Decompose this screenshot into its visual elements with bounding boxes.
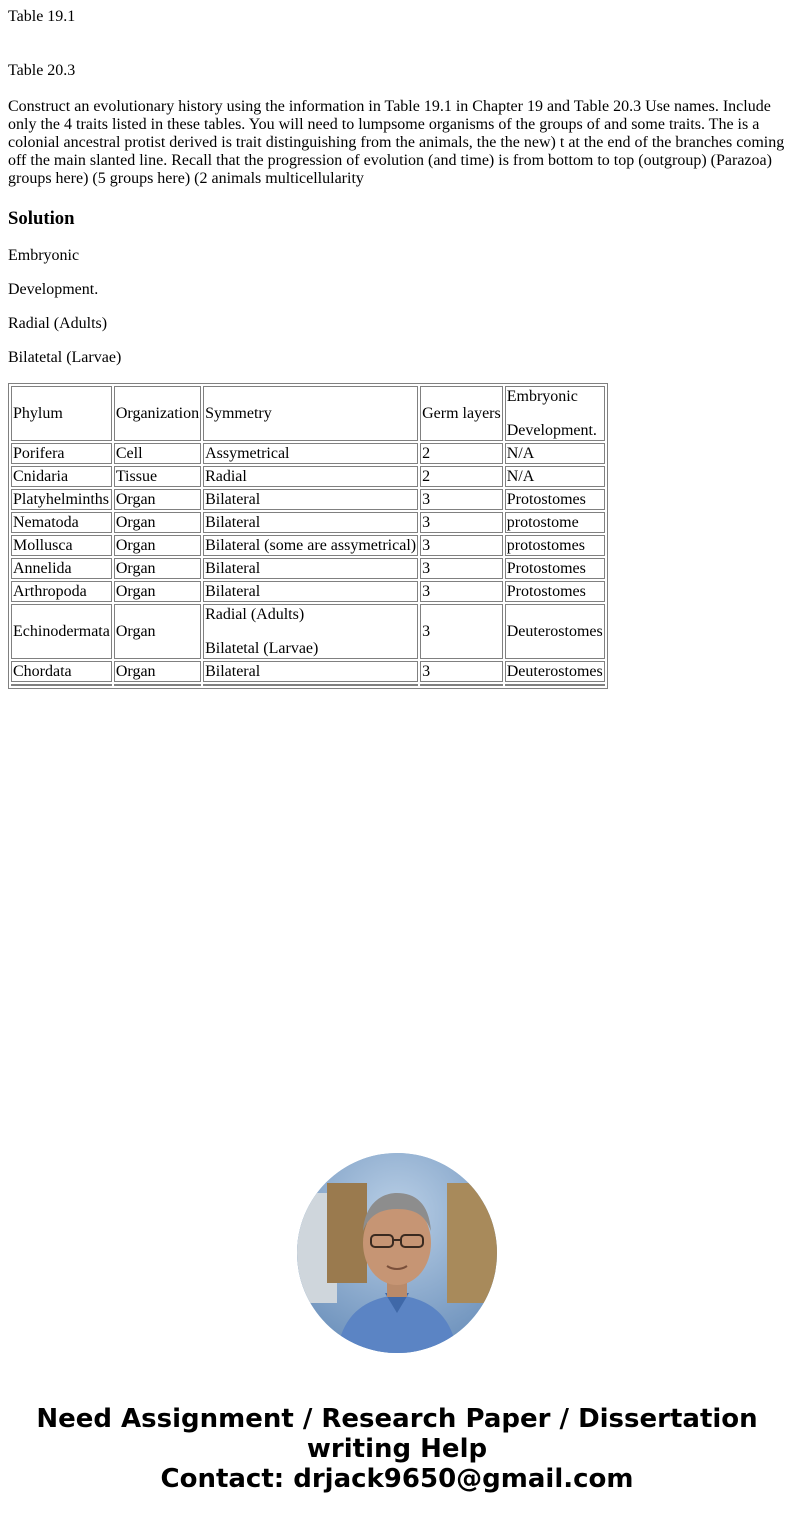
table-row bbox=[11, 581, 605, 602]
cell-development: protostome bbox=[505, 512, 605, 533]
cta-line-2: writing Help bbox=[306, 1434, 488, 1464]
cell-symmetry: Bilateral bbox=[203, 661, 418, 682]
cell-germ-layers: 3 bbox=[420, 661, 503, 682]
solution-line: Radial (Adults) bbox=[8, 315, 108, 332]
table-row bbox=[11, 604, 605, 659]
cell-germ-layers: 3 bbox=[420, 581, 503, 602]
cell-phylum: Porifera bbox=[11, 443, 112, 464]
cell-symmetry: Radial bbox=[203, 466, 418, 487]
cell-phylum: Cnidaria bbox=[11, 466, 112, 487]
cell-symmetry-line1: Radial (Adults) bbox=[205, 606, 305, 623]
cell-organization: Cell bbox=[114, 443, 201, 464]
cell-development: N/A bbox=[505, 466, 605, 487]
cell-development: protostomes bbox=[505, 535, 605, 556]
table-row bbox=[11, 443, 605, 464]
header-organization: Organization bbox=[114, 386, 201, 441]
cell-symmetry: Bilateral (some are assymetrical) bbox=[205, 537, 417, 554]
cell-organization: Organ bbox=[114, 581, 201, 602]
author-avatar bbox=[297, 1153, 497, 1353]
cell-germ-layers: 3 bbox=[420, 604, 503, 659]
table-20-3-title: Table 20.3 bbox=[8, 62, 76, 79]
empty-cell bbox=[420, 684, 503, 686]
cell-development: Protostomes bbox=[505, 489, 605, 510]
table-19-1-title: Table 19.1 bbox=[8, 8, 76, 25]
table-row bbox=[11, 466, 605, 487]
cell-phylum: Echinodermata bbox=[11, 604, 112, 659]
cell-development: N/A bbox=[505, 443, 605, 464]
cell-development: Protostomes bbox=[505, 558, 605, 579]
header-phylum: Phylum bbox=[11, 386, 112, 441]
header-symmetry: Symmetry bbox=[203, 386, 418, 441]
empty-cell bbox=[11, 684, 112, 686]
cell-germ-layers: 3 bbox=[420, 489, 503, 510]
cell-symmetry: Bilateral bbox=[203, 489, 418, 510]
table-header-row bbox=[11, 386, 605, 441]
phylum-table bbox=[8, 383, 608, 689]
question-text: Construct an evolutionary history using the information in Table 19.1 in Chapter 19 and Table 20.3 Use names. Include only the 4 traits listed in these tables. You will need to lumpsome organisms of the groups of and some traits. The is a colonial ancestral protist derived is trait distinguishing from the animals, the the new) t at the end of the branches coming off the main slanted line. Recall that the progression of evolution (and time) is from bottom to top (outgroup) (Parazoa) groups here) (5 groups here) (2 animals multicellularity bbox=[8, 98, 785, 187]
cell-phylum: Nematoda bbox=[11, 512, 112, 533]
cell-organization: Organ bbox=[114, 512, 201, 533]
table-row bbox=[11, 489, 605, 510]
cta-line-1: Need Assignment / Research Paper / Dissertation bbox=[36, 1404, 758, 1434]
cell-symmetry: Bilateral bbox=[203, 512, 418, 533]
cell-phylum: Mollusca bbox=[11, 535, 112, 556]
header-embryonic-line1: Embryonic bbox=[506, 388, 578, 405]
table-row bbox=[11, 535, 605, 556]
cell-phylum: Chordata bbox=[11, 661, 112, 682]
cell-organization: Organ bbox=[114, 604, 201, 659]
cta-contact-email: Contact: drjack9650@gmail.com bbox=[160, 1464, 634, 1494]
person-portrait-icon bbox=[297, 1153, 497, 1353]
empty-cell bbox=[203, 684, 418, 686]
cell-germ-layers: 2 bbox=[420, 466, 503, 487]
cell-symmetry: Bilateral bbox=[203, 581, 418, 602]
solution-heading: Solution bbox=[8, 208, 75, 229]
header-germ-layers: Germ layers bbox=[420, 386, 503, 441]
cell-development: Protostomes bbox=[505, 581, 605, 602]
table-row bbox=[11, 661, 605, 682]
cell-development: Deuterostomes bbox=[506, 663, 603, 680]
header-embryonic-line2: Development. bbox=[506, 422, 597, 439]
cell-phylum: Annelida bbox=[11, 558, 112, 579]
cell-germ-layers: 3 bbox=[420, 512, 503, 533]
cell-phylum: Platyhelminths bbox=[11, 489, 112, 510]
cell-organization: Tissue bbox=[114, 466, 201, 487]
solution-line: Bilatetal (Larvae) bbox=[8, 349, 122, 366]
cell-symmetry-line2: Bilatetal (Larvae) bbox=[205, 640, 319, 657]
table-row bbox=[11, 558, 605, 579]
table-row bbox=[11, 512, 605, 533]
contact-banner bbox=[0, 1404, 794, 1494]
empty-cell bbox=[114, 684, 201, 686]
cell-symmetry: Bilateral bbox=[203, 558, 418, 579]
solution-line: Development. bbox=[8, 281, 99, 298]
cell-organization: Organ bbox=[114, 558, 201, 579]
cell-organization: Organ bbox=[114, 661, 201, 682]
cell-symmetry bbox=[203, 604, 418, 659]
cell-organization: Organ bbox=[114, 535, 201, 556]
cell-germ-layers: 2 bbox=[420, 443, 503, 464]
table-empty-row bbox=[11, 684, 605, 686]
cell-germ-layers: 3 bbox=[420, 558, 503, 579]
solution-line: Embryonic bbox=[8, 247, 80, 264]
cell-symmetry: Assymetrical bbox=[203, 443, 418, 464]
cell-phylum: Arthropoda bbox=[11, 581, 112, 602]
empty-cell bbox=[505, 684, 605, 686]
header-embryonic-development bbox=[505, 386, 605, 441]
cell-development: Deuterostomes bbox=[505, 604, 605, 659]
cell-germ-layers: 3 bbox=[420, 535, 503, 556]
cell-organization: Organ bbox=[114, 489, 201, 510]
